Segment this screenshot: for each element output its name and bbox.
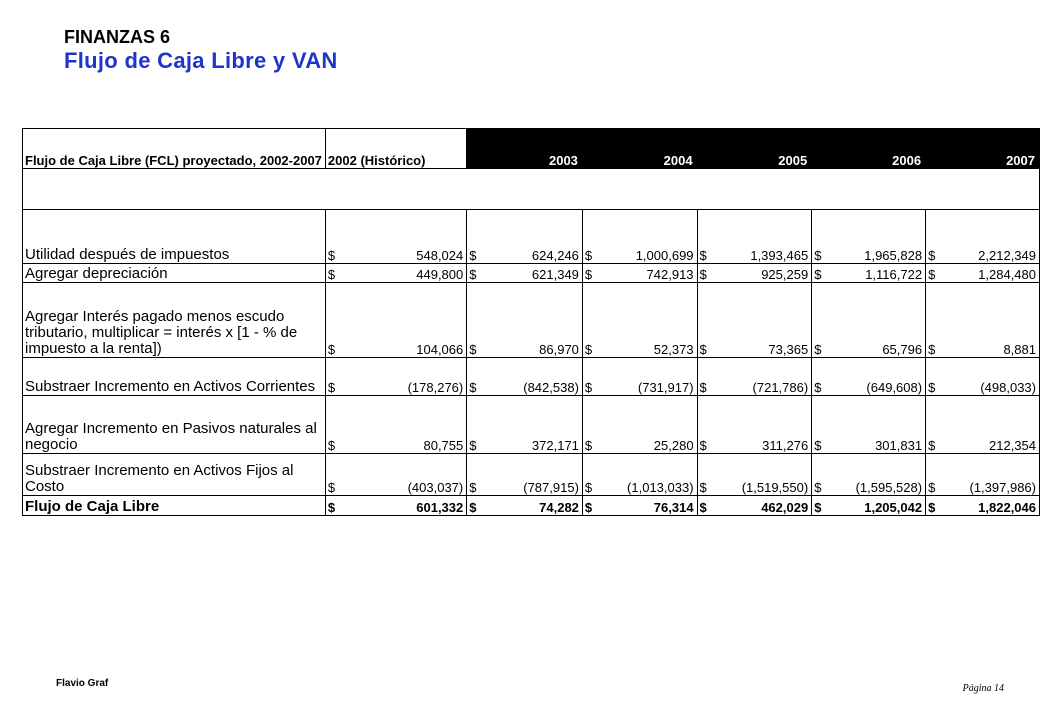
currency-symbol: $	[814, 480, 822, 495]
currency-symbol: $	[327, 380, 336, 395]
currency-symbol: $	[928, 342, 936, 357]
cell-value: 462,029	[761, 500, 809, 515]
value-cell	[812, 210, 926, 264]
cell-value: 372,171	[531, 438, 579, 453]
row-label: Utilidad después de impuestos	[23, 210, 326, 264]
value-cell	[325, 496, 466, 516]
currency-symbol: $	[928, 480, 936, 495]
col-header-2002: 2002 (Histórico)	[325, 129, 466, 169]
value-cell	[926, 454, 1040, 496]
cell-value: 1,116,722	[865, 267, 923, 282]
row-label: Flujo de Caja Libre	[23, 496, 326, 516]
spacer-cell	[23, 169, 1040, 210]
cell-value: 1,393,465	[750, 248, 809, 263]
currency-symbol: $	[928, 438, 936, 453]
currency-symbol: $	[469, 500, 477, 515]
currency-symbol: $	[699, 480, 707, 495]
currency-symbol: $	[327, 267, 336, 282]
currency-symbol: $	[327, 500, 336, 515]
value-cell	[467, 396, 583, 454]
value-cell	[467, 454, 583, 496]
value-cell	[582, 283, 697, 358]
cell-value: 601,332	[416, 500, 464, 515]
cell-value: 624,246	[531, 248, 579, 263]
currency-symbol: $	[814, 248, 822, 263]
currency-symbol: $	[469, 267, 477, 282]
cell-value: (721,786)	[752, 380, 809, 395]
value-cell	[325, 358, 466, 396]
cell-value: (731,917)	[637, 380, 694, 395]
currency-symbol: $	[469, 438, 477, 453]
cell-value: 1,965,828	[864, 248, 923, 263]
cell-value: 301,831	[875, 438, 923, 453]
value-cell	[697, 264, 812, 283]
cell-value: (842,538)	[523, 380, 579, 395]
value-cell	[582, 496, 697, 516]
fcl-table	[22, 128, 1040, 516]
page-number: Página 14	[962, 683, 1004, 694]
value-cell	[812, 454, 926, 496]
currency-symbol: $	[584, 342, 593, 357]
row-label: Agregar Interés pagado menos escudo tributario, multiplicar = interés x [1 - % de impuesto a la renta])	[23, 283, 326, 358]
col-header-2003: 2003	[467, 129, 583, 169]
cell-value: (1,013,033)	[627, 480, 694, 495]
col-header-2004: 2004	[582, 129, 697, 169]
value-cell	[812, 496, 926, 516]
value-cell	[812, 283, 926, 358]
currency-symbol: $	[469, 342, 477, 357]
cell-value: (649,608)	[866, 380, 923, 395]
cell-value: 76,314	[653, 500, 694, 515]
value-cell	[697, 496, 812, 516]
value-cell	[812, 264, 926, 283]
cell-value: 449,800	[416, 267, 464, 282]
cell-value: 1,205,042	[864, 500, 923, 515]
table-header-row	[23, 129, 1040, 169]
currency-symbol: $	[327, 438, 336, 453]
cell-value: 65,796	[882, 342, 923, 357]
value-cell	[926, 283, 1040, 358]
cell-value: 1,000,699	[635, 248, 694, 263]
currency-symbol: $	[699, 380, 707, 395]
cell-value: 621,349	[531, 267, 579, 282]
currency-symbol: $	[699, 500, 707, 515]
cell-value: 104,066	[416, 342, 464, 357]
currency-symbol: $	[928, 380, 936, 395]
value-cell	[325, 396, 466, 454]
value-cell	[467, 358, 583, 396]
cell-value: 742,913	[646, 267, 694, 282]
value-cell	[926, 264, 1040, 283]
cell-value: (1,595,528)	[855, 480, 923, 495]
currency-symbol: $	[928, 500, 936, 515]
currency-symbol: $	[814, 342, 822, 357]
value-cell	[467, 496, 583, 516]
row-label: Substraer Incremento en Activos Fijos al Costo	[23, 454, 326, 496]
cell-value: 1,822,046	[978, 500, 1036, 515]
currency-symbol: $	[327, 480, 336, 495]
cell-value: (1,397,986)	[969, 480, 1036, 495]
cell-value: 25,280	[653, 438, 694, 453]
value-cell	[812, 396, 926, 454]
value-cell	[697, 358, 812, 396]
cell-value: 73,365	[768, 342, 809, 357]
currency-symbol: $	[327, 248, 336, 263]
cell-value: (403,037)	[407, 480, 464, 495]
row-label: Agregar Incremento en Pasivos naturales al negocio	[23, 396, 326, 454]
total-row	[23, 496, 1040, 516]
table-row	[23, 358, 1040, 396]
value-cell	[467, 264, 583, 283]
data-rows	[23, 210, 1040, 516]
value-cell	[926, 496, 1040, 516]
currency-symbol: $	[469, 248, 477, 263]
currency-symbol: $	[699, 248, 707, 263]
currency-symbol: $	[584, 248, 593, 263]
cell-value: 74,282	[539, 500, 579, 515]
value-cell	[467, 283, 583, 358]
value-cell	[582, 358, 697, 396]
cell-value: (787,915)	[523, 480, 579, 495]
cell-value: 8,881	[1003, 342, 1036, 357]
table-row	[23, 396, 1040, 454]
currency-symbol: $	[584, 500, 593, 515]
cell-value: (1,519,550)	[741, 480, 809, 495]
currency-symbol: $	[814, 500, 822, 515]
cell-value: 86,970	[539, 342, 579, 357]
value-cell	[926, 396, 1040, 454]
cell-value: 2,212,349	[978, 248, 1036, 263]
value-cell	[697, 454, 812, 496]
currency-symbol: $	[584, 267, 593, 282]
value-cell	[467, 210, 583, 264]
currency-symbol: $	[469, 480, 477, 495]
cell-value: 548,024	[416, 248, 464, 263]
page-title: Flujo de Caja Libre y VAN	[64, 48, 338, 73]
value-cell	[325, 454, 466, 496]
cell-value: 52,373	[653, 342, 694, 357]
value-cell	[812, 358, 926, 396]
value-cell	[697, 210, 812, 264]
currency-symbol: $	[814, 380, 822, 395]
value-cell	[582, 396, 697, 454]
currency-symbol: $	[584, 480, 593, 495]
table-row	[23, 454, 1040, 496]
currency-symbol: $	[469, 380, 477, 395]
cell-value: 1,284,480	[978, 267, 1036, 282]
cell-value: 212,354	[989, 438, 1036, 453]
cell-value: (498,033)	[980, 380, 1036, 395]
currency-symbol: $	[928, 267, 936, 282]
value-cell	[926, 210, 1040, 264]
cell-value: 925,259	[761, 267, 809, 282]
currency-symbol: $	[814, 438, 822, 453]
value-cell	[926, 358, 1040, 396]
value-cell	[697, 396, 812, 454]
currency-symbol: $	[699, 438, 707, 453]
table-row	[23, 283, 1040, 358]
table-row	[23, 264, 1040, 283]
col-header-2007: 2007	[926, 129, 1040, 169]
value-cell	[325, 283, 466, 358]
currency-symbol: $	[699, 267, 707, 282]
author-label: Flavio Graf	[56, 678, 109, 689]
course-label: FINANZAS 6	[64, 27, 171, 47]
value-cell	[325, 264, 466, 283]
currency-symbol: $	[584, 438, 593, 453]
currency-symbol: $	[327, 342, 336, 357]
cell-value: (178,276)	[407, 380, 464, 395]
cell-value: 80,755	[423, 438, 464, 453]
currency-symbol: $	[699, 342, 707, 357]
spacer-row	[23, 169, 1040, 210]
currency-symbol: $	[584, 380, 593, 395]
currency-symbol: $	[928, 248, 936, 263]
value-cell	[325, 210, 466, 264]
value-cell	[582, 264, 697, 283]
table-row	[23, 210, 1040, 264]
value-cell	[697, 283, 812, 358]
value-cell	[582, 454, 697, 496]
corner-label: Flujo de Caja Libre (FCL) proyectado, 2002-2007	[23, 129, 326, 169]
col-header-2006: 2006	[812, 129, 926, 169]
row-label: Substraer Incremento en Activos Corrientes	[23, 358, 326, 396]
currency-symbol: $	[814, 267, 822, 282]
cell-value: 311,276	[762, 438, 809, 453]
value-cell	[582, 210, 697, 264]
col-header-2005: 2005	[697, 129, 812, 169]
row-label: Agregar depreciación	[23, 264, 326, 283]
